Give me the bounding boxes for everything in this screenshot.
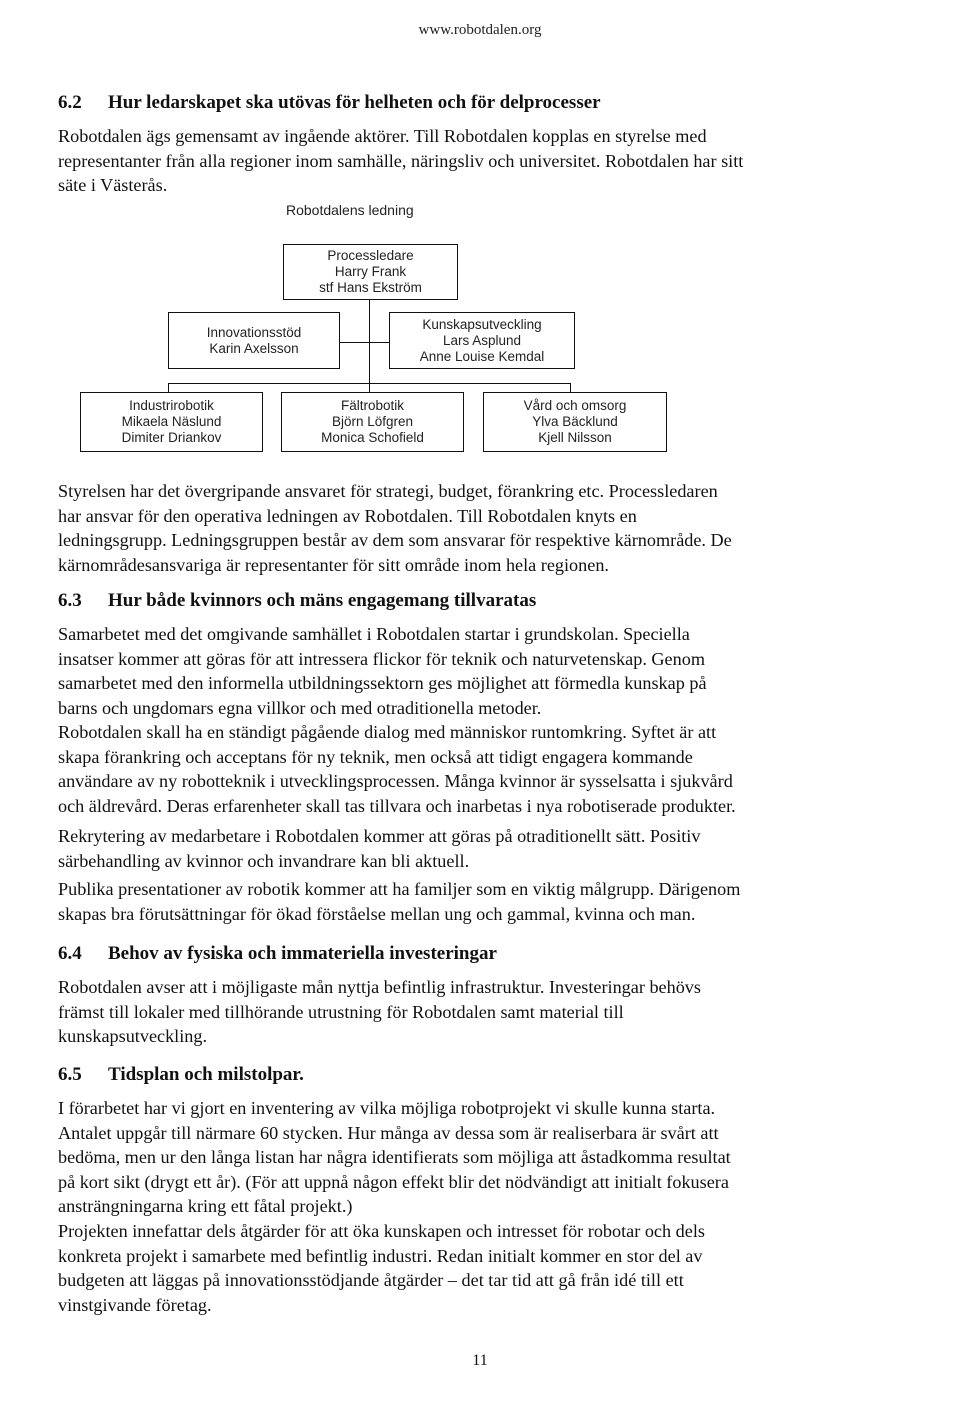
box-line: Kjell Nilsson	[538, 430, 612, 445]
text-line: vinstgivande företag.	[58, 1294, 212, 1315]
paragraph	[58, 824, 858, 873]
org-chart-title: Robotdalens ledning	[286, 202, 414, 218]
text-line: skapas bra förutsättningar för ökad förståelse mellan ung och gammal, kvinna och man.	[58, 903, 696, 924]
box-processledare	[283, 244, 458, 300]
box-line: Industrirobotik	[129, 398, 214, 413]
text-line: bedöma, men ur den långa listan har några identifierats som möjliga att åstadkomma resultat	[58, 1147, 731, 1167]
section-heading-6-5	[58, 1064, 304, 1086]
box-line: Mikaela Näslund	[121, 414, 222, 429]
text-line: på kort sikt (drygt ett år). (För att uppnå någon effekt blir det nödvändigt att initialt fokusera	[58, 1171, 729, 1192]
text-line: användare av ny robotteknik i utvecklingsprocessen. Många kvinnor är sysselsatta i sjukvård	[58, 771, 733, 791]
text-line: I förarbetet har vi gjort en inventering av vilka möjliga robotprojekt vi skulle kunna starta.	[58, 1098, 716, 1118]
box-line: Ylva Bäcklund	[532, 414, 618, 429]
after-chart-paragraph	[58, 479, 858, 577]
text-line: konkreta projekt i samarbete med befintlig industri. Redan initialt kommer en stor del av	[58, 1245, 703, 1266]
intro-paragraph	[58, 124, 858, 198]
section-heading-6-4	[58, 943, 497, 965]
text-line: kunskapsutveckling.	[58, 1026, 208, 1046]
section-heading-6-2	[58, 92, 601, 114]
text-line: Rekrytering av medarbetare i Robotdalen kommer att göras på otraditionellt sätt. Positiv	[58, 826, 701, 846]
text-line: samarbetet med den informella utbildningssektorn ges möjlighet att förmedla kunskap på	[58, 673, 707, 693]
section-number: 6.3	[58, 590, 82, 611]
paragraph	[58, 720, 858, 818]
box-line: Anne Louise Kemdal	[419, 348, 545, 364]
text-line: särbehandling av kvinnor och invandrare kan bli aktuell.	[58, 850, 470, 871]
box-line: Karin Axelsson	[209, 340, 299, 356]
section-title: Behov av fysiska och immateriella investeringar	[108, 943, 497, 964]
box-line: Monica Schofield	[321, 430, 424, 445]
box-line: Björn Löfgren	[331, 414, 414, 429]
text-line: ansträngningarna kring ett fåtal projekt.)	[58, 1196, 353, 1216]
text-line: kärnområdesansvariga är representanter för sitt område inom hela regionen.	[58, 554, 609, 575]
header-url: www.robotdalen.org	[418, 22, 542, 38]
box-line: Kunskapsutveckling	[422, 316, 542, 332]
box-line: Lars Asplund	[442, 332, 522, 348]
paragraph	[58, 1219, 858, 1317]
section-number: 6.2	[58, 92, 82, 113]
box-line: stf Hans Ekström	[319, 280, 422, 295]
section-heading-6-3	[58, 590, 536, 612]
connector-line	[168, 383, 570, 384]
paragraph	[58, 1096, 858, 1219]
box-line: Processledare	[327, 248, 414, 263]
text-line: Robotdalen skall ha en ständigt pågående dialog med människor runtomkring. Syftet är att	[58, 722, 717, 742]
connector-line	[369, 300, 370, 392]
box-industrirobotik	[80, 392, 263, 452]
box-line: Fältrobotik	[340, 398, 405, 413]
section-title: Tidsplan och milstolpar.	[108, 1064, 304, 1085]
box-line: Innovationsstöd	[206, 324, 302, 340]
text-line: Projekten innefattar dels åtgärder för att öka kunskapen och intresset för robotar och dels	[58, 1221, 705, 1241]
box-line: Harry Frank	[334, 264, 407, 279]
text-line: ledningsgrupp. Ledningsgruppen består av dem som ansvarar för respektive kärnområde. De	[58, 530, 732, 550]
connector-line	[168, 383, 169, 392]
text-line: representanter från alla regioner inom samhälle, näringsliv och universitet. Robotdalen har sitt	[58, 150, 744, 171]
text-line: barns och ungdomars egna villkor och med otraditionella metoder.	[58, 697, 542, 718]
paragraph	[58, 975, 858, 1049]
box-line: Vård och omsorg	[523, 398, 627, 413]
section-number: 6.5	[58, 1064, 82, 1085]
text-line: Robotdalen ägs gemensamt av ingående aktörer. Till Robotdalen kopplas en styrelse med	[58, 126, 707, 146]
box-vard-och-omsorg	[483, 392, 667, 452]
text-line: har ansvar för den operativa ledningen av Robotdalen. Till Robotdalen knyts en	[58, 505, 637, 526]
page-number: 11	[472, 1352, 488, 1369]
connector-line	[340, 342, 389, 343]
text-line: Samarbetet med det omgivande samhället i Robotdalen startar i grundskolan. Speciella	[58, 624, 690, 644]
text-line: och äldrevård. Deras erfarenheter skall tas tillvara och inarbetas i nya robotiserade produkter.	[58, 795, 736, 816]
connector-line	[570, 383, 571, 392]
section-title: Hur både kvinnors och mäns engagemang tillvaratas	[108, 590, 537, 611]
text-line: Publika presentationer av robotik kommer att ha familjer som en viktig målgrupp. Därigenom	[58, 879, 741, 899]
text-line: säte i Västerås.	[58, 175, 168, 195]
paragraph	[58, 622, 858, 720]
section-number: 6.4	[58, 943, 82, 964]
text-line: insatser kommer att göras för att intressera flickor för teknik och naturvetenskap. Genom	[58, 648, 705, 669]
text-line: budgeten att läggas på innovationsstödjande åtgärder – det tar tid att gå från idé till ett	[58, 1270, 684, 1290]
text-line: skapa förankring och acceptans för ny teknik, men också att tidigt engagera kommande	[58, 746, 693, 767]
paragraph	[58, 877, 858, 926]
box-faltrobotik	[281, 392, 464, 452]
box-innovationsstod	[168, 312, 340, 369]
text-line: Robotdalen avser att i möjligaste mån nyttja befintlig infrastruktur. Investeringar behövs	[58, 977, 701, 997]
text-line: Styrelsen har det övergripande ansvaret för strategi, budget, förankring etc. Processledaren	[58, 481, 718, 501]
text-line: Antalet uppgår till närmare 60 stycken. Hur många av dessa som är realiserbara är svårt att	[58, 1122, 719, 1143]
section-title: Hur ledarskapet ska utövas för helheten och för delprocesser	[108, 92, 601, 113]
box-line: Dimiter Driankov	[121, 430, 222, 445]
text-line: främst till lokaler med tillhörande utrustning för Robotdalen samt material till	[58, 1001, 624, 1022]
box-kunskapsutveckling	[389, 312, 575, 369]
